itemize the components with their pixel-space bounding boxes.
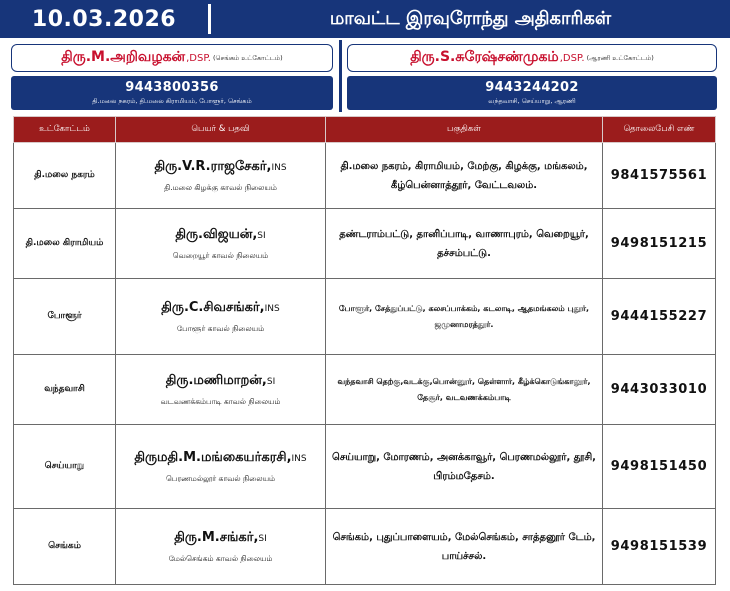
- table-header-row: [14, 117, 716, 143]
- row-areas: தி.மலை நகரம், கிராமியம், மேற்கு, கிழக்கு, மங்கலம், கீழ்பென்னாத்தூர், வேட்டவலம்.: [326, 143, 603, 209]
- row-division: தி.மலை கிராமியம்: [14, 209, 116, 279]
- row-officer-name: திரு.M.சங்கர்,: [174, 529, 259, 545]
- header-phone: தொலைபேசி எண்: [603, 117, 716, 143]
- row-officer-line: [116, 530, 325, 546]
- row-division: போளூர்: [14, 279, 116, 355]
- row-officer-rank: INS: [271, 162, 287, 173]
- table-row: [14, 355, 716, 425]
- row-areas: தண்டராம்பட்டு, தானிப்பாடி, வாணாபுரம், வெறையூர், தச்சம்பட்டு.: [326, 209, 603, 279]
- row-phone: 9498151539: [603, 509, 716, 585]
- officer-card-right: [347, 44, 717, 110]
- row-officer-rank: INS: [264, 303, 280, 314]
- row-officer-cell: [116, 279, 326, 355]
- row-phone: 9498151215: [603, 209, 716, 279]
- officer-name: திரு.M.அறிவழகன்: [61, 49, 186, 65]
- officer-subdivision: (ஆரணி உட்கோட்டம்): [586, 53, 654, 62]
- row-station: மேல்செங்கம் காவல் நிலையம்: [168, 553, 273, 563]
- officer-info-box: [11, 76, 333, 110]
- row-station: வெறையூர் காவல் நிலையம்: [172, 250, 269, 260]
- header-areas: பகுதிகள்: [326, 117, 603, 143]
- row-officer-rank: SI: [266, 376, 276, 387]
- row-phone: 9444155227: [603, 279, 716, 355]
- table-row: [14, 209, 716, 279]
- row-officer-name: திருமதி.M.மங்கையர்கரசி,: [134, 449, 292, 465]
- officer-areas: வந்தவாசி, செய்யாறு, ஆரணி: [488, 97, 576, 105]
- officer-rank: ,DSP.: [559, 52, 585, 64]
- row-phone: 9443033010: [603, 355, 716, 425]
- officer-name: திரு.S.சுரேஷ்சண்முகம்: [410, 49, 559, 65]
- table-row: [14, 509, 716, 585]
- row-division: வந்தவாசி: [14, 355, 116, 425]
- row-station: பெரணமல்லூர் காவல் நிலையம்: [165, 473, 276, 483]
- officer-name-box: [347, 44, 717, 72]
- row-areas: வந்தவாசி தெற்கு,வடக்கு,பொன்னூர், தெள்ளார், கீழ்க்கொடுங்காலூர், தேசூர், வடவணக்கம்பாடி: [326, 355, 603, 425]
- officer-phone: 9443800356: [125, 80, 219, 95]
- row-officer-cell: [116, 355, 326, 425]
- table-row: [14, 279, 716, 355]
- table-row: [14, 143, 716, 209]
- row-officer-name: திரு.C.சிவசங்கர்,: [161, 299, 265, 315]
- row-phone: 9841575561: [603, 143, 716, 209]
- officer-info-box: [347, 76, 717, 110]
- row-areas: செங்கம், புதுப்பாளையம், மேல்செங்கம், சாத்தனூர் டேம், பாய்ச்சல்.: [326, 509, 603, 585]
- row-areas: போளூர், சேத்துப்பட்டு, கலசப்பாக்கம், கடலாடி, ஆதமங்கலம் புதூர், ஜமுனாமரத்தூர்.: [326, 279, 603, 355]
- row-officer-rank: SI: [258, 533, 267, 544]
- officer-name-box: [11, 44, 333, 72]
- row-station: வடவணக்கம்பாடி காவல் நிலையம்: [160, 396, 281, 406]
- patrol-roster-table: [13, 116, 716, 585]
- header-subdivision: உட்கோட்டம்: [14, 117, 116, 143]
- row-officer-rank: SI: [257, 230, 266, 241]
- row-station: தி.மலை கிழக்கு காவல் நிலையம்: [164, 182, 277, 192]
- row-officer-line: [116, 450, 325, 466]
- row-officer-line: [116, 159, 325, 175]
- row-division: தி.மலை நகரம்: [14, 143, 116, 209]
- officer-phone: 9443244202: [485, 80, 579, 95]
- row-officer-name: திரு.விஜயன்,: [175, 226, 258, 242]
- row-officer-line: [116, 227, 325, 243]
- row-division: செங்கம்: [14, 509, 116, 585]
- row-phone: 9498151450: [603, 425, 716, 509]
- officer-rank: ,DSP.: [186, 52, 211, 64]
- row-areas: செய்யாறு, மோரணம், அனக்காவூர், பெரணமல்லூர், தூசி, பிரம்மதேசம்.: [326, 425, 603, 509]
- table-row: [14, 425, 716, 509]
- row-officer-cell: [116, 209, 326, 279]
- row-officer-line: [116, 373, 325, 389]
- row-division: செய்யாறு: [14, 425, 116, 509]
- row-officer-cell: [116, 143, 326, 209]
- page-title: மாவட்ட இரவுரோந்து அதிகாரிகள்: [329, 7, 612, 29]
- row-officer-rank: INS: [291, 453, 307, 464]
- officer-areas: தி.மலை நகரம், தி.மலை கிராமியம், போளூர், செங்கம்: [92, 97, 252, 105]
- row-officer-cell: [116, 509, 326, 585]
- header-bar: [0, 0, 730, 38]
- row-station: போளூர் காவல் நிலையம்: [176, 323, 265, 333]
- row-officer-name: திரு.V.R.ராஜசேகர்,: [154, 158, 272, 174]
- officer-card-left: [11, 44, 333, 110]
- officer-separator: [339, 40, 342, 112]
- report-date: 10.03.2026: [31, 6, 177, 32]
- row-officer-name: திரு.மணிமாறன்,: [165, 372, 267, 388]
- row-officer-line: [116, 300, 325, 316]
- row-officer-cell: [116, 425, 326, 509]
- officer-subdivision: (செங்கம் உட்கோட்டம்): [213, 53, 283, 62]
- header-name-rank: பெயர் & பதவி: [116, 117, 326, 143]
